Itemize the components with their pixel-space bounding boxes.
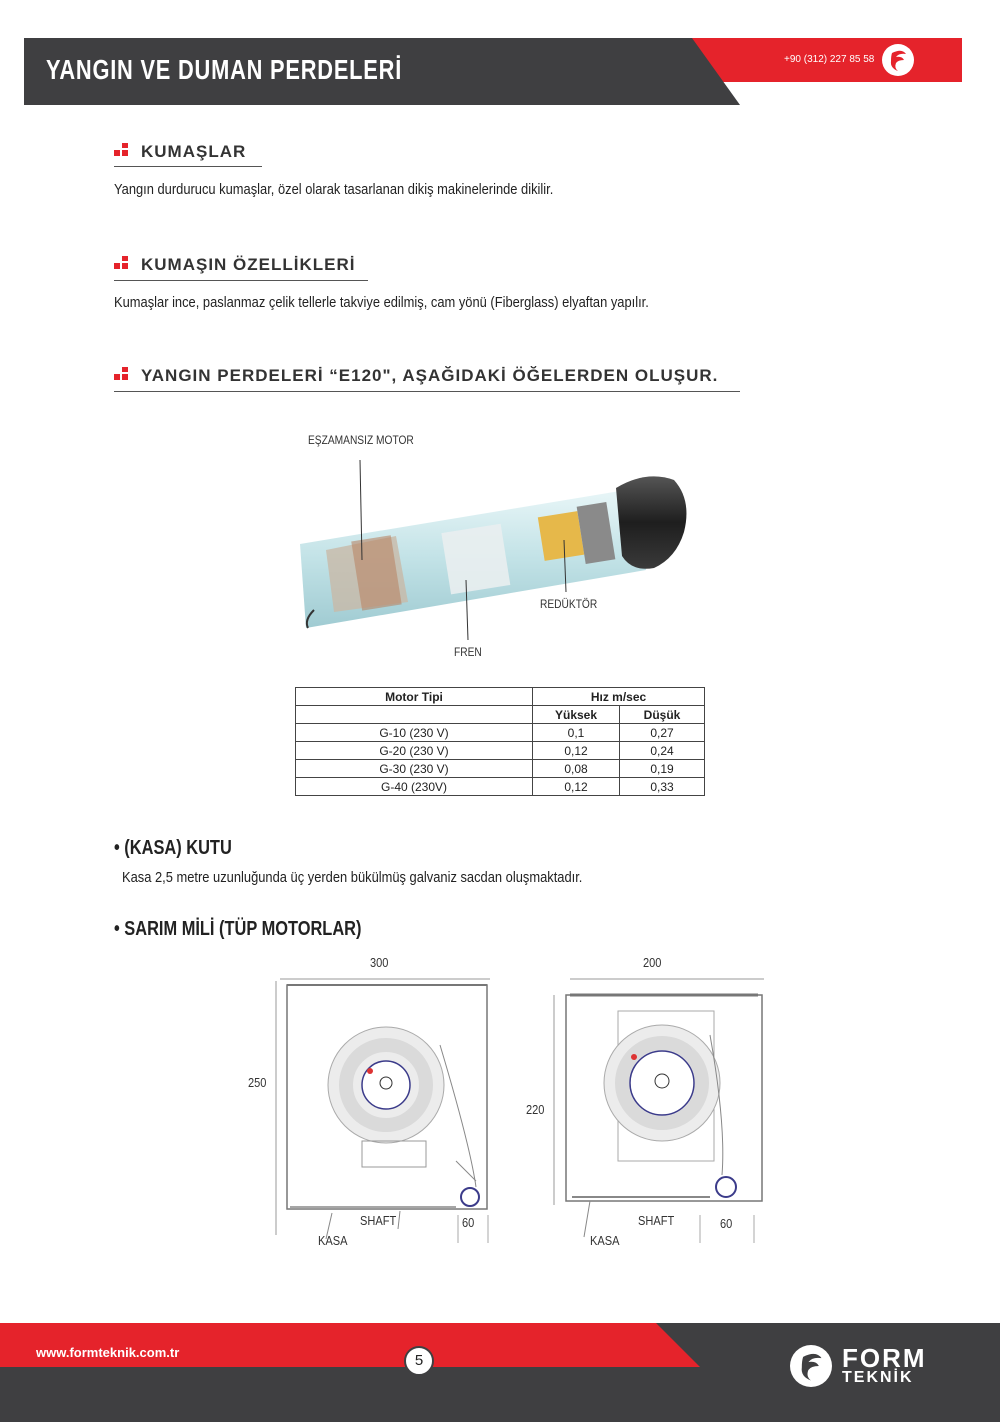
brand-logo-icon	[882, 44, 914, 76]
label-shaft-2: SHAFT	[638, 1213, 675, 1228]
motor-speed-table	[295, 687, 705, 796]
dim-width-2: 200	[643, 955, 662, 970]
sarim-title: • SARIM MİLİ (TÜP MOTORLAR)	[114, 918, 362, 940]
table-cell: G-20 (230 V)	[296, 742, 533, 760]
footer-logo-icon	[790, 1345, 832, 1387]
box-drawing-200	[550, 975, 770, 1247]
table-cell: 0,33	[620, 778, 705, 796]
label-kasa-2: KASA	[590, 1233, 620, 1248]
phone-number: +90 (312) 227 85 58	[784, 54, 875, 65]
label-shaft-1: SHAFT	[360, 1213, 397, 1228]
section-text-kumaslar: Yangın durdurucu kumaşlar, özel olarak tasarlanan dikiş makinelerinde dikilir.	[114, 181, 554, 198]
footer-website-link[interactable]: www.formteknik.com.tr	[36, 1345, 180, 1360]
footer-brand-teknik: TEKNİK	[842, 1369, 914, 1386]
table-header-motor: Motor Tipi	[296, 688, 533, 706]
section-underline	[114, 166, 262, 167]
dim-height-2: 220	[526, 1102, 545, 1117]
tubular-motor-illustration	[296, 460, 706, 650]
dim-width-1: 300	[370, 955, 389, 970]
footer-brand-form: FORM	[842, 1343, 927, 1373]
table-cell: 0,19	[620, 760, 705, 778]
table-cell: 0,1	[533, 724, 620, 742]
table-cell: G-10 (230 V)	[296, 724, 533, 742]
box-drawing-300	[270, 975, 500, 1247]
table-row	[296, 742, 705, 760]
table-header-speed: Hız m/sec	[533, 688, 705, 706]
section-underline	[114, 280, 368, 281]
section-bullet-icon	[114, 256, 130, 270]
page-number: 5	[404, 1346, 434, 1376]
dim-height-1: 250	[248, 1075, 267, 1090]
section-title-kumaslar: KUMAŞLAR	[141, 142, 247, 161]
table-header-low: Düşük	[620, 706, 705, 724]
table-cell: G-40 (230V)	[296, 778, 533, 796]
table-cell-empty	[296, 706, 533, 724]
table-cell: G-30 (230 V)	[296, 760, 533, 778]
table-row	[296, 724, 705, 742]
section-bullet-icon	[114, 143, 130, 157]
label-brake: FREN	[454, 645, 482, 659]
table-cell: 0,24	[620, 742, 705, 760]
dim-pipe-1: 60	[462, 1215, 475, 1230]
section-text-ozellikler: Kumaşlar ince, paslanmaz çelik tellerle takviye edilmiş, cam yönü (Fiberglass) elyaftan yapılır.	[114, 294, 649, 311]
label-kasa-1: KASA	[318, 1233, 348, 1248]
label-motor: EŞZAMANSIZ MOTOR	[308, 433, 414, 447]
dim-pipe-2: 60	[720, 1216, 733, 1231]
table-cell: 0,27	[620, 724, 705, 742]
table-row	[296, 760, 705, 778]
section-bullet-icon	[114, 367, 130, 381]
kasa-text: Kasa 2,5 metre uzunluğunda üç yerden bükülmüş galvaniz sacdan oluşmaktadır.	[122, 869, 583, 886]
table-cell: 0,12	[533, 778, 620, 796]
section-title-e120: YANGIN PERDELERİ “E120", AŞAĞIDAKİ ÖĞELERDEN OLUŞUR.	[141, 366, 719, 385]
section-title-ozellikler: KUMAŞIN ÖZELLİKLERİ	[141, 255, 356, 274]
table-cell: 0,12	[533, 742, 620, 760]
section-underline	[114, 391, 740, 392]
page-title: YANGIN VE DUMAN PERDELERİ	[46, 54, 403, 85]
table-cell: 0,08	[533, 760, 620, 778]
table-row	[296, 778, 705, 796]
label-reducer: REDÜKTÖR	[540, 597, 598, 611]
kasa-title: • (KASA) KUTU	[114, 837, 232, 859]
table-header-high: Yüksek	[533, 706, 620, 724]
